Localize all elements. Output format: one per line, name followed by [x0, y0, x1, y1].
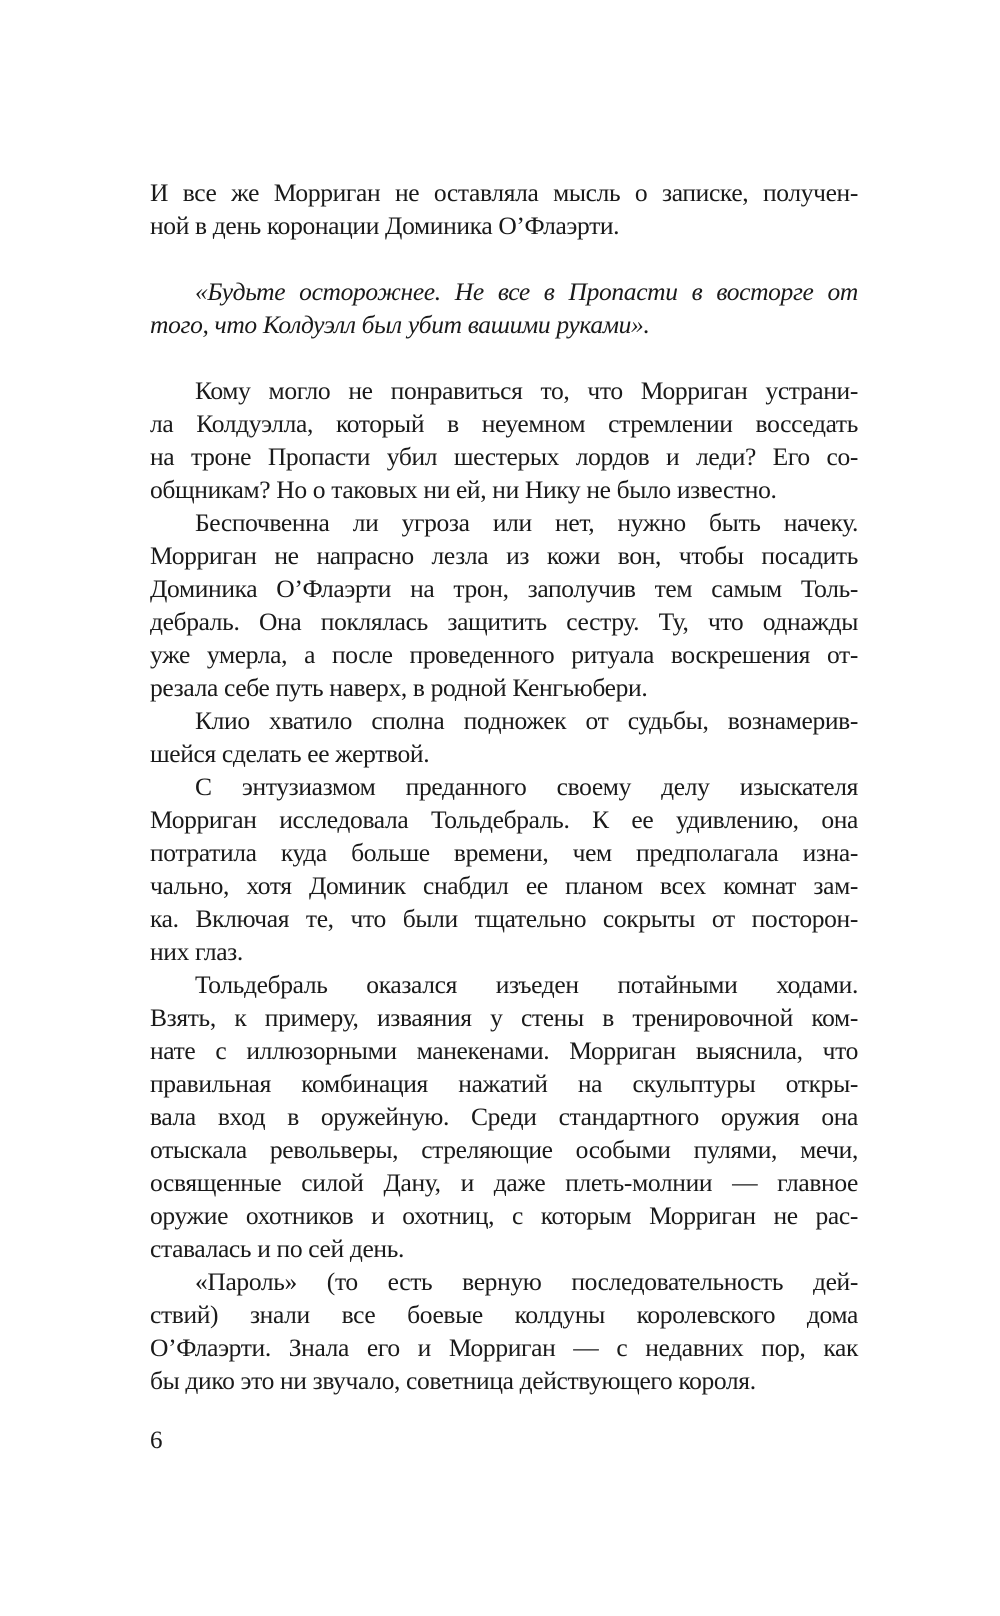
text-line: И все же Морриган не оставляла мысль о записке, получен- [150, 178, 858, 207]
text-line: Взять, к примеру, изваяния у стены в тренировочной ком- [150, 1003, 858, 1032]
text-line: С энтузиазмом преданного своему делу изыскателя [195, 772, 858, 801]
text-line: оружие охотников и охотниц, с которым Морриган не рас- [150, 1201, 858, 1230]
paragraph [150, 506, 858, 704]
text-line: чально, хотя Доминик снабдил ее планом всех комнат зам- [150, 871, 858, 900]
text-line: них глаз. [150, 937, 243, 966]
text-line: ставалась и по сей день. [150, 1234, 405, 1263]
text-line: Доминика О’Флаэрти на трон, заполучив тем самым Толь- [150, 574, 858, 603]
paragraph [150, 1265, 858, 1397]
text-line: ной в день коронации Доминика О’Флаэрти. [150, 211, 620, 240]
text-line: Клио хватило сполна подножек от судьбы, вознамерив- [195, 706, 858, 735]
text-line: «Будьте осторожнее. Не все в Пропасти в восторге от [195, 277, 858, 306]
text-line: общникам? Но о таковых ни ей, ни Нику не было известно. [150, 475, 777, 504]
text-line: на троне Пропасти убил шестерых лордов и леди? Его со- [150, 442, 858, 471]
italic-quote-paragraph [150, 275, 858, 341]
page-number: 6 [150, 1427, 163, 1454]
paragraph [150, 704, 858, 770]
text-line: бы дико это ни звучало, советница действующего короля. [150, 1366, 756, 1395]
text-line: О’Флаэрти. Знала его и Морриган — с недавних пор, как [150, 1333, 858, 1362]
text-line: вала вход в оружейную. Среди стандартного оружия она [150, 1102, 858, 1131]
text-line: Морриган не напрасно лезла из кожи вон, чтобы посадить [150, 541, 858, 570]
text-line: уже умерла, а после проведенного ритуала воскрешения от- [150, 640, 858, 669]
text-line: резала себе путь наверх, в родной Кенгьюбери. [150, 673, 648, 702]
text-line: дебраль. Она поклялась защитить сестру. Ту, что однажды [150, 607, 858, 636]
text-line: того, что Колдуэлл был убит вашими руками». [150, 310, 650, 339]
text-line: Кому могло не понравиться то, что Морриган устрани- [195, 376, 858, 405]
paragraph [150, 176, 858, 242]
paragraph [150, 770, 858, 968]
paragraph [150, 968, 858, 1265]
text-line: ствий) знали все боевые колдуны королевского дома [150, 1300, 858, 1329]
text-line: Морриган исследовала Тольдебраль. К ее удивлению, она [150, 805, 858, 834]
text-line: «Пароль» (то есть верную последовательность дей- [195, 1267, 858, 1296]
text-line: потратила куда больше времени, чем предполагала изна- [150, 838, 858, 867]
text-line: ла Колдуэлла, который в неуемном стремлении восседать [150, 409, 858, 438]
text-line: правильная комбинация нажатий на скульптуры откры- [150, 1069, 858, 1098]
text-line: отыскала револьверы, стреляющие особыми пулями, мечи, [150, 1135, 858, 1164]
page-body-text [150, 176, 858, 1397]
text-line: нате с иллюзорными манекенами. Морриган выяснила, что [150, 1036, 858, 1065]
text-line: Тольдебраль оказался изъеден потайными ходами. [195, 970, 858, 999]
paragraph [150, 374, 858, 506]
text-line: Беспочвенна ли угроза или нет, нужно быть начеку. [195, 508, 858, 537]
text-line: ка. Включая те, что были тщательно сокрыты от посторон- [150, 904, 858, 933]
text-line: шейся сделать ее жертвой. [150, 739, 430, 768]
text-line: освященные силой Дану, и даже плеть-молнии — главное [150, 1168, 858, 1197]
